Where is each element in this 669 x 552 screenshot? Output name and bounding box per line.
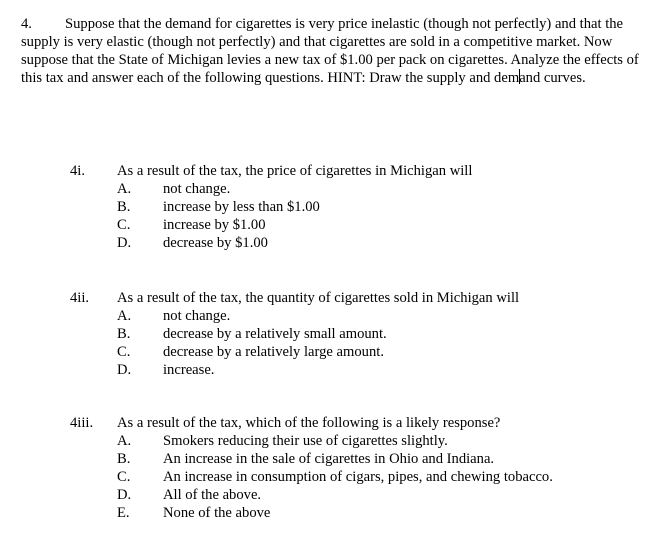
option-text: increase.: [163, 362, 215, 378]
option-text: not change.: [163, 181, 231, 197]
option-text: All of the above.: [163, 487, 262, 503]
question-number: 4i.: [70, 163, 85, 179]
option-letter: E.: [117, 505, 130, 521]
question-number: 4ii.: [70, 290, 90, 306]
option-letter: B.: [117, 199, 131, 215]
option-letter: D.: [117, 235, 132, 251]
problem-statement: [21, 15, 651, 87]
option-text: increase by $1.00: [163, 217, 266, 233]
option-text: Smokers reducing their use of cigarettes slightly.: [163, 433, 448, 449]
answer-options: [117, 307, 387, 379]
option-letter: A.: [117, 433, 132, 449]
option-letter: C.: [117, 469, 131, 485]
question-prompt: As a result of the tax, the price of cigarettes in Michigan will: [117, 163, 473, 179]
option-letter: D.: [117, 362, 132, 378]
option-c[interactable]: [117, 468, 553, 486]
option-letter: C.: [117, 344, 131, 360]
option-letter: B.: [117, 451, 131, 467]
option-text: An increase in the sale of cigarettes in Ohio and Indiana.: [163, 451, 495, 467]
option-text: increase by less than $1.00: [163, 199, 320, 215]
option-a[interactable]: [117, 432, 553, 450]
option-e[interactable]: [117, 504, 553, 522]
answer-options: [117, 180, 320, 252]
option-text: decrease by a relatively small amount.: [163, 326, 387, 342]
option-b[interactable]: [117, 325, 387, 343]
option-text: An increase in consumption of cigars, pipes, and chewing tobacco.: [163, 469, 553, 485]
option-text: decrease by $1.00: [163, 235, 268, 251]
option-letter: C.: [117, 217, 131, 233]
problem-text-end: and curves.: [519, 70, 586, 86]
problem-number: 4.: [21, 16, 32, 32]
option-a[interactable]: [117, 180, 320, 198]
answer-options: [117, 432, 553, 522]
option-letter: D.: [117, 487, 132, 503]
question-prompt: As a result of the tax, which of the following is a likely response?: [117, 415, 501, 431]
problem-text: Suppose that the demand for cigarettes is very price inelastic (though not perfectly) and that the supply is very elastic (though not perfectly) and that cigarettes are sold in a competitive market. Now suppose that the State of Michigan levies a new tax of $1.00 per pack on cigarettes. Analyze the effects of this tax and answer each of the following questions. HINT: Draw the supply and dem: [21, 16, 639, 86]
option-a[interactable]: [117, 307, 387, 325]
question-number: 4iii.: [70, 415, 94, 431]
option-d[interactable]: [117, 361, 387, 379]
option-letter: A.: [117, 181, 132, 197]
option-c[interactable]: [117, 216, 320, 234]
question-prompt: As a result of the tax, the quantity of cigarettes sold in Michigan will: [117, 290, 520, 306]
option-c[interactable]: [117, 343, 387, 361]
option-letter: B.: [117, 326, 131, 342]
option-text: not change.: [163, 308, 231, 324]
option-b[interactable]: [117, 450, 553, 468]
option-b[interactable]: [117, 198, 320, 216]
option-letter: A.: [117, 308, 132, 324]
option-d[interactable]: [117, 234, 320, 252]
option-text: None of the above: [163, 505, 271, 521]
option-d[interactable]: [117, 486, 553, 504]
option-text: decrease by a relatively large amount.: [163, 344, 384, 360]
